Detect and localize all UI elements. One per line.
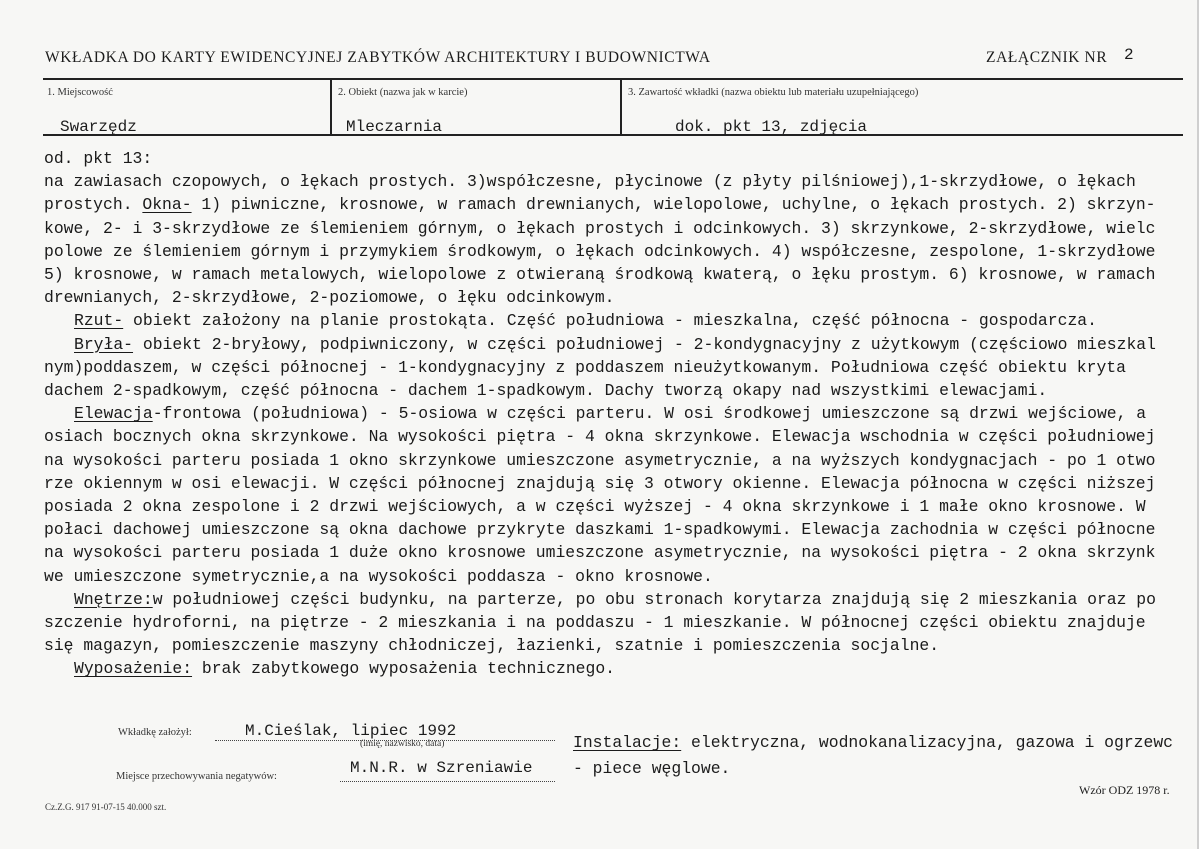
body-line: rze okiennym w osi elewacji. W części północnej znajdują się 3 otwory okienne. Elewacja północna w części niższej — [44, 473, 1156, 493]
body-line: połaci dachowej umieszczone są okna dachowe przykryte daszkami 1-spadkowymi. Elewacja zachodnia w części północne — [44, 520, 1156, 540]
body-line: nym)poddaszem, w części północnej - 1-kondygnacyjny z poddaszem nieużytkowanym. Południowa część obiektu kryta — [44, 357, 1126, 377]
made-by-value: M.Cieślak, lipiec 1992 — [245, 722, 457, 740]
body-line: we umieszczone symetrycznie,a na wysokości poddasza - okno krosnowe. — [44, 566, 713, 586]
body-line: Wyposażenie: brak zabytkowego wyposażenia technicznego. — [74, 659, 615, 679]
annex-number: 2 — [1124, 46, 1134, 64]
body-line: Bryła- obiekt 2-bryłowy, podpiwniczony, w części południowej - 2-kondygnacyjny z użytkowym (częściowo mieszkal — [74, 334, 1156, 354]
storage-dotted-line — [340, 781, 555, 782]
contents-label: 3. Zawartość wkładki (nazwa obiektu lub materiału uzupełniającego) — [628, 87, 919, 98]
body-line: szczenie hydroforni, na piętrze - 2 mieszkania i na poddaszu - 1 mieszkanie. W północnej części obiektu znajduje — [44, 613, 1146, 633]
body-line: na zawiasach czopowych, o łękach prostych. 3)współczesne, płycinowe (z płyty pilśniowej),1-skrzydłowe, o łękach — [44, 172, 1136, 192]
body-line: polowe ze ślemieniem górnym i przymykiem środkowym, o łękach odcinkowych. 4) współczesne, zespolone, 1-skrzydłowe — [44, 241, 1156, 261]
interior-heading: Wnętrze: — [74, 589, 153, 609]
column-divider-2 — [620, 78, 622, 135]
elevation-heading: Elewacja — [74, 404, 153, 424]
installations-heading: Instalacje: — [573, 733, 682, 752]
installations-text — [573, 730, 1199, 782]
body-line: od. pkt 13: — [44, 149, 153, 168]
body-line: - piece węglowe. — [573, 759, 731, 778]
column-divider-1 — [330, 78, 332, 135]
body-line: Wnętrze:w południowej części budynku, na parterze, po obu stronach korytarza znajdują się 2 mieszkania oraz po — [74, 589, 1156, 609]
print-code: Cz.Z.G. 917 91-07-15 40.000 szt. — [45, 802, 167, 812]
massing-heading: Bryła- — [74, 334, 134, 354]
body-line: prostych. Okna- 1) piwniczne, krosnowe, w ramach drewnianych, wielopolowe, uchylne, o łękach prostych. 2) skrzyn- — [44, 195, 1156, 215]
body-line: na wysokości parteru posiada 1 okno skrzynkowe umieszczone asymetrycznie, a na wyższych kondygnacjach - po 1 otwo — [44, 450, 1156, 470]
body-line: Instalacje: elektryczna, wodnokanalizacyjna, gazowa i ogrzewc — [573, 733, 1174, 752]
body-line: osiach bocznych okna skrzynkowe. Na wysokości piętra - 4 okna skrzynkowe. Elewacja wschodnia w części południowej — [44, 427, 1156, 447]
body-line: drewnianych, 2-skrzydłowe, 2-poziomowe, o łęku odcinkowym. — [44, 288, 615, 308]
header-rule-bottom — [43, 134, 1183, 136]
made-by-label: Wkładkę założył: — [118, 727, 192, 738]
body-line: dachem 2-spadkowym, część północna - dachem 1-spadkowym. Dachy tworzą okapy nad wszystkimi elewacjami. — [44, 381, 1048, 401]
annex-label: ZAŁĄCZNIK NR — [986, 49, 1108, 66]
body-line: się magazyn, pomieszczenie maszyny chłodniczej, łazienki, szatnie i pomieszczenia socjalne. — [44, 636, 940, 656]
object-value: Mleczarnia — [346, 118, 443, 136]
header-rule-top — [43, 78, 1183, 80]
locality-label: 1. Miejscowość — [47, 87, 113, 98]
made-by-hint: (imię, nazwisko, data) — [360, 739, 445, 749]
storage-label: Miejsce przechowywania negatywów: — [116, 771, 277, 782]
plan-heading: Rzut- — [74, 311, 124, 331]
description-text — [44, 147, 1199, 681]
windows-heading: Okna- — [142, 195, 192, 215]
body-line: Rzut- obiekt założony na planie prostokąta. Część południowa - mieszkalna, część północna - gospodarcza. — [74, 311, 1097, 331]
storage-value: M.N.R. w Szreniawie — [350, 759, 533, 777]
body-line: Elewacja-frontowa (południowa) - 5-osiowa w części parteru. W osi środkowej umieszczone są drzwi wejściowe, a — [74, 404, 1147, 424]
form-model: Wzór ODZ 1978 r. — [1079, 783, 1170, 797]
body-line: posiada 2 okna zespolone i 2 drzwi wejściowych, a w części wyższej - 4 okna skrzynkowe i 1 małe okno krosnowe. W — [44, 497, 1146, 517]
equipment-heading: Wyposażenie: — [74, 659, 193, 679]
body-line: 5) krosnowe, w ramach metalowych, wielopolowe z otwieraną środkową kwaterą, o łęku prostym. 6) krosnowe, w ramach — [44, 265, 1156, 285]
form-title: WKŁADKA DO KARTY EWIDENCYJNEJ ZABYTKÓW ARCHITEKTURY I BUDOWNICTWA — [45, 49, 711, 66]
locality-value: Swarzędz — [60, 118, 137, 136]
object-label: 2. Obiekt (nazwa jak w karcie) — [338, 87, 468, 98]
body-line: na wysokości parteru posiada 1 duże okno krosnowe umieszczone asymetrycznie, na wysokości piętra - 2 okna skrzynk — [44, 543, 1156, 563]
body-line: kowe, 2- i 3-skrzydłowe ze ślemieniem górnym, o łękach prostych i odcinkowych. 3) skrzynkowe, 2-skrzydłowe, wielc — [44, 218, 1156, 238]
contents-value: dok. pkt 13, zdjęcia — [675, 118, 868, 136]
